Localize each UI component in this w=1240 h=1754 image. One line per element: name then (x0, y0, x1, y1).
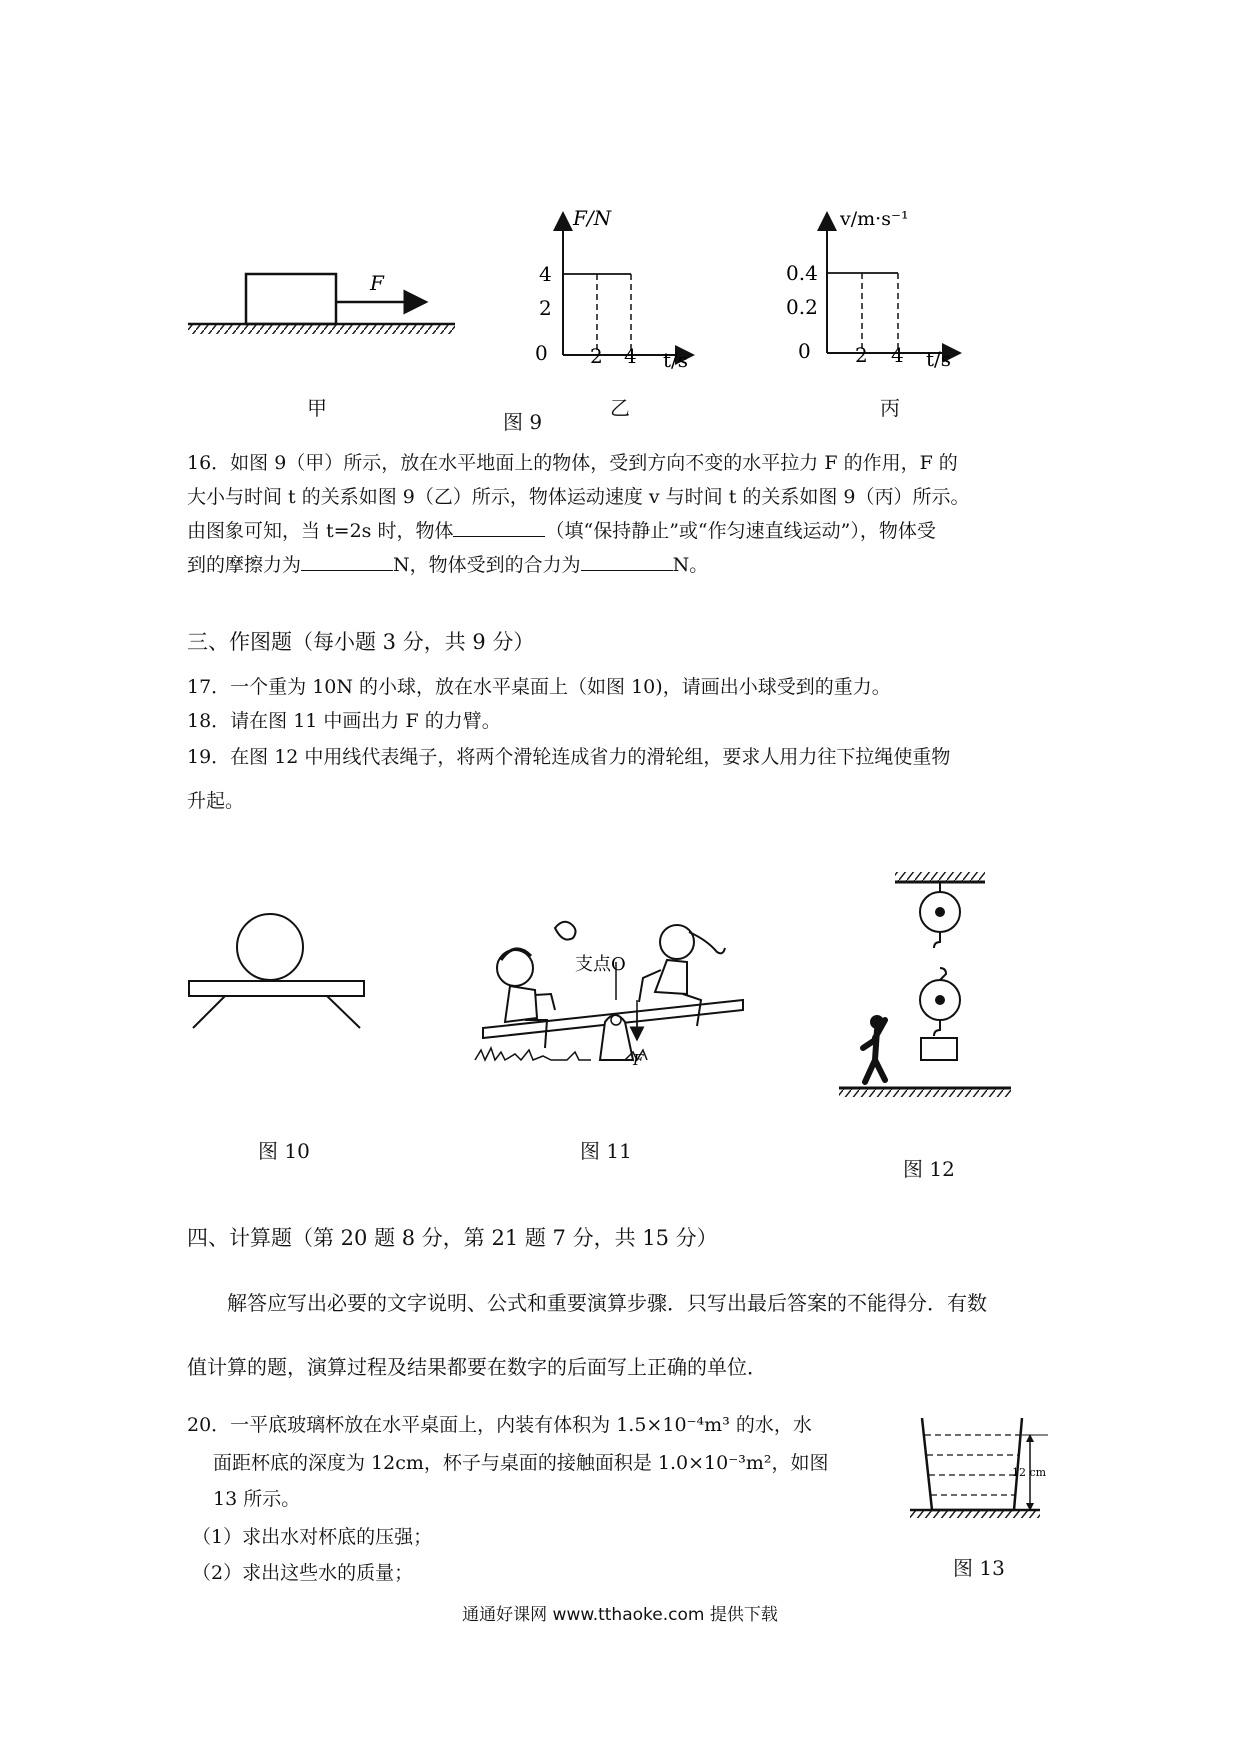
section-3-title: 三、作图题（每小题 3 分，共 9 分） (187, 630, 535, 654)
q16-line-4: 到的摩擦力为 N，物体受到的合力为 N。 (187, 554, 709, 576)
caption-fig10: 图 10 (258, 1139, 310, 1163)
x-tick-4: 4 (624, 344, 637, 368)
depth-label: 12 cm (1012, 1466, 1047, 1479)
instruction-line-2: 值计算的题，演算过程及结果都要在数字的后面写上正确的单位． (187, 1355, 767, 1379)
fulcrum-label: 支点O (575, 954, 626, 975)
answer-blank[interactable] (453, 535, 545, 537)
origin-label: 0 (798, 339, 811, 363)
page-footer: 通通好课网 www.tthaoke.com 提供下载 (462, 1605, 778, 1625)
fig9-jia-diagram (180, 250, 470, 360)
force-label: F (370, 271, 384, 295)
y-tick-4: 4 (539, 262, 552, 286)
y-tick-0-4: 0.4 (786, 261, 818, 285)
caption-fig13: 图 13 (953, 1556, 1005, 1580)
caption-bing: 丙 (880, 396, 900, 420)
answer-blank[interactable] (301, 569, 393, 571)
ball (237, 914, 303, 980)
q19-line-2: 升起。 (187, 790, 245, 812)
question-16 (187, 446, 970, 582)
girl-head (660, 925, 694, 959)
q16-line-2: 大小与时间 t 的关系如图 9（乙）所示，物体运动速度 v 与时间 t 的关系如图 9（丙）所示。 (187, 486, 970, 508)
fig11-seesaw (465, 900, 765, 1085)
tabletop (189, 981, 364, 996)
caption-yi: 乙 (610, 396, 630, 420)
x-tick-4: 4 (891, 343, 904, 367)
q17: 17．一个重为 10N 的小球，放在水平桌面上（如图 10)，请画出小球受到的重力。 (187, 676, 891, 698)
y-tick-0-2: 0.2 (786, 295, 818, 319)
q20-line-2: 面距杯底的深度为 12cm，杯子与桌面的接触面积是 1.0×10⁻³m²，如图 (213, 1452, 829, 1474)
weight-block (921, 1038, 957, 1060)
x-axis-label: t/s (926, 347, 952, 371)
q19-line-1: 19．在图 12 中用线代表绳子，将两个滑轮连成省力的滑轮组，要求人用力往下拉绳使重物 (187, 746, 951, 768)
person-icon (863, 1015, 885, 1082)
x-axis-label: t/s (663, 348, 689, 372)
x-tick-2: 2 (590, 344, 603, 368)
caption-jia: 甲 (307, 396, 327, 420)
caption-fig12: 图 12 (903, 1157, 955, 1181)
y-tick-2: 2 (539, 296, 552, 320)
instruction-line-1: 解答应写出必要的文字说明、公式和重要演算步骤．只写出最后答案的不能得分．有数 (227, 1291, 987, 1315)
q20-line-1: 20．一平底玻璃杯放在水平桌面上，内装有体积为 1.5×10⁻⁴m³ 的水，水 (187, 1414, 812, 1436)
origin-label: 0 (535, 341, 548, 365)
q20-line-3: 13 所示。 (213, 1488, 301, 1510)
fig13-glass-cup (900, 1410, 1060, 1525)
fig10-ball-on-table (185, 910, 370, 1035)
y-axis-label: F/N (573, 206, 612, 230)
q20-sub-2: （2）求出这些水的质量； (192, 1562, 414, 1584)
fig12-pulleys (835, 870, 1015, 1130)
q16-line-3: 由图象可知，当 t=2s 时，物体 （填“保持静止”或“作匀速直线运动”），物体受 (187, 520, 936, 542)
fig9-bing-graph (780, 205, 980, 380)
caption-fig11: 图 11 (580, 1139, 632, 1163)
force-label: F (633, 1051, 644, 1069)
cup-wall-left (922, 1418, 932, 1510)
x-tick-2: 2 (855, 343, 868, 367)
q20-sub-1: （1）求出水对杯底的压强； (192, 1526, 433, 1548)
block (246, 274, 336, 324)
section-4-title: 四、计算题（第 20 题 8 分，第 21 题 7 分，共 15 分） (187, 1226, 718, 1250)
ground-hatch (188, 324, 455, 334)
answer-blank[interactable] (581, 569, 673, 571)
q18: 18．请在图 11 中画出力 F 的力臂。 (187, 710, 501, 732)
boy-head (497, 950, 533, 986)
cup-wall-right (1014, 1418, 1022, 1510)
bird (555, 922, 576, 940)
fig9-yi-graph (525, 205, 750, 380)
y-axis-label: v/m·s⁻¹ (840, 208, 909, 230)
caption-fig9: 图 9 (503, 410, 543, 434)
q16-line-1: 16．如图 9（甲）所示，放在水平地面上的物体，受到方向不变的水平拉力 F 的作用，F 的 (187, 452, 958, 474)
